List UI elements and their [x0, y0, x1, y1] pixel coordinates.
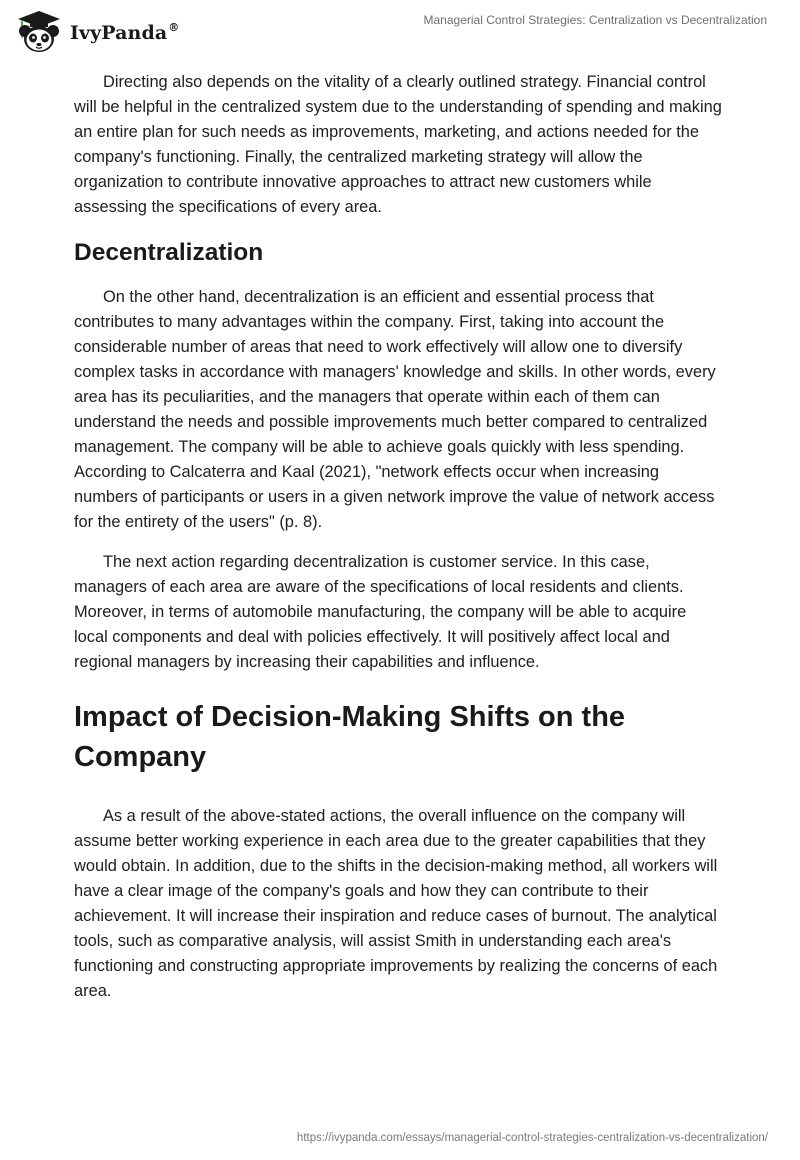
essay-body	[74, 70, 724, 1019]
paragraph-directing: Directing also depends on the vitality of a clearly outlined strategy. Financial control will be helpful in the centralized system due to the understanding of spending and making an entire plan for such needs as improvements, marketing, and actions needed for the company's functioning. Finally, the centralized marketing strategy will allow the organization to contribute innovative approaches to attract new customers while assessing the specifications of every area.	[74, 73, 722, 216]
brand-name: IvyPanda®	[70, 20, 180, 44]
paragraph-customer-service: The next action regarding decentralization is customer service. In this case, managers of each area are aware of the specifications of local residents and clients. Moreover, in terms of automobile manufacturing, the company will be able to acquire local components and deal with policies effectively. It will positively affect local and regional managers by increasing their capabilities and influence.	[74, 553, 687, 671]
page-header	[0, 0, 800, 58]
paragraph-decentralization-advantages: On the other hand, decentralization is an efficient and essential process that contributes to many advantages within the company. First, taking into account the considerable number of areas that need to work effectively will allow one to diversify complex tasks in accordance with managers' knowledge and skills. In other words, every area has its peculiarities, and the managers that operate within each of them can understand the needs and possible improvements much better compared to centralized management. The company will be able to achieve goals quickly with less spending. According to Calcaterra and Kaal (2021), "network effects occur when increasing numbers of participants or users in a given network improve the value of network access for the entirety of the users" (p. 8).	[74, 288, 716, 531]
heading-decentralization: Decentralization	[74, 239, 264, 266]
source-url[interactable]: https://ivypanda.com/essays/managerial-control-strategies-centralization-vs-decentralization/	[296, 1132, 768, 1144]
panda-graduate-logo-icon	[14, 9, 64, 55]
heading-impact: Impact of Decision-Making Shifts on the Company	[74, 701, 626, 773]
paragraph-impact: As a result of the above-stated actions, the overall influence on the company will assume better working experience in each area due to the greater capabilities that they would obtain. In addition, due to the shifts in the decision-making method, all workers will have a clear image of the company's goals and how they can contribute to their achievement. It will increase their inspiration and reduce cases of burnout. The analytical tools, such as comparative analysis, will assist Smith in understanding each area's functioning and constructing appropriate improvements by realizing the concerns of each area.	[74, 807, 718, 1000]
document-title: Managerial Control Strategies: Centralization vs Decentralization	[423, 13, 767, 27]
brand-logo[interactable]	[14, 9, 179, 55]
